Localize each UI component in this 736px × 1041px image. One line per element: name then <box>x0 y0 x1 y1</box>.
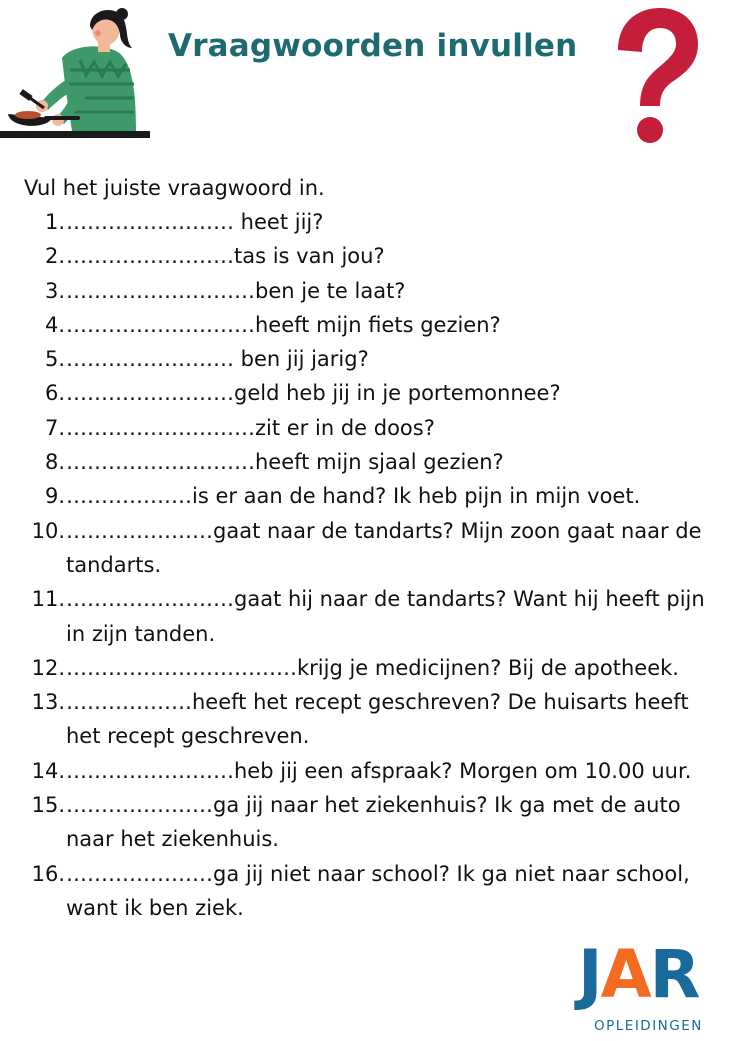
question-text: ………………heeft het recept geschreven? De huisarts heeft het recept geschreven. <box>66 690 689 749</box>
logo-wordmark <box>578 936 699 1013</box>
question-item <box>22 274 722 308</box>
question-item <box>22 857 722 926</box>
question-item <box>22 651 722 685</box>
question-number: 1. <box>44 210 65 234</box>
question-number: 10. <box>31 518 65 543</box>
question-item <box>22 205 722 239</box>
question-text: ………………………ben je te laat? <box>66 278 406 303</box>
question-number: 9. <box>44 484 65 509</box>
woman-cooking-illustration <box>0 0 160 145</box>
question-text: ……………………………krijg je medicijnen? Bij de apotheek. <box>66 655 679 680</box>
question-number: 4. <box>44 312 65 337</box>
question-text: ……………………tas is van jou? <box>66 244 385 269</box>
question-number: 2. <box>44 244 65 269</box>
question-item <box>22 239 722 273</box>
question-item <box>22 308 722 342</box>
question-item <box>22 514 722 583</box>
logo-letter-a: A <box>600 936 650 1013</box>
question-item <box>22 582 722 651</box>
question-number: 7. <box>44 415 65 440</box>
logo-subtitle: OPLEIDINGEN <box>594 1018 703 1034</box>
question-text: ………………is er aan de hand? Ik heb pijn in mijn voet. <box>66 484 641 509</box>
question-item <box>22 411 722 445</box>
question-text: …………………… heet jij? <box>66 210 324 234</box>
question-number: 3. <box>44 278 65 303</box>
question-item <box>22 754 722 788</box>
question-number: 15. <box>31 793 65 818</box>
question-number: 14. <box>31 758 65 783</box>
question-mark-icon <box>600 2 700 147</box>
question-text: ………………………zit er in de doos? <box>66 415 435 440</box>
question-number: 11. <box>31 587 65 612</box>
question-text: …………………ga jij niet naar school? Ik ga niet naar school, want ik ben ziek. <box>66 861 690 920</box>
question-number: 6. <box>44 381 65 406</box>
page-title: Vraagwoorden invullen <box>168 28 578 64</box>
question-text: …………………… ben jij jarig? <box>66 347 369 372</box>
question-list <box>22 205 722 925</box>
question-number: 16. <box>31 861 65 886</box>
question-item <box>22 685 722 754</box>
logo-letter-j: J <box>578 936 601 1013</box>
question-text: ……………………gaat hij naar de tandarts? Want hij heeft pijn in zijn tanden. <box>66 587 705 646</box>
question-text: ………………………heeft mijn sjaal gezien? <box>66 450 504 475</box>
question-number: 8. <box>44 450 65 475</box>
question-item <box>22 445 722 479</box>
question-text: …………………gaat naar de tandarts? Mijn zoon gaat naar de tandarts. <box>66 518 702 577</box>
instruction: Vul het juiste vraagwoord in. <box>24 176 325 200</box>
jar-logo <box>578 936 728 1037</box>
question-item <box>22 788 722 857</box>
question-number: 13. <box>31 690 65 715</box>
question-item <box>22 376 722 410</box>
question-item <box>22 342 722 376</box>
question-text: …………………ga jij naar het ziekenhuis? Ik ga met de auto naar het ziekenhuis. <box>66 793 681 852</box>
question-text: ………………………heeft mijn fiets gezien? <box>66 312 501 337</box>
question-number: 5. <box>44 347 65 372</box>
question-item <box>22 479 722 513</box>
logo-letter-r: R <box>649 936 699 1013</box>
question-text: ……………………heb jij een afspraak? Morgen om 10.00 uur. <box>66 758 692 783</box>
question-number: 12. <box>31 655 65 680</box>
question-text: ……………………geld heb jij in je portemonnee? <box>66 381 561 406</box>
